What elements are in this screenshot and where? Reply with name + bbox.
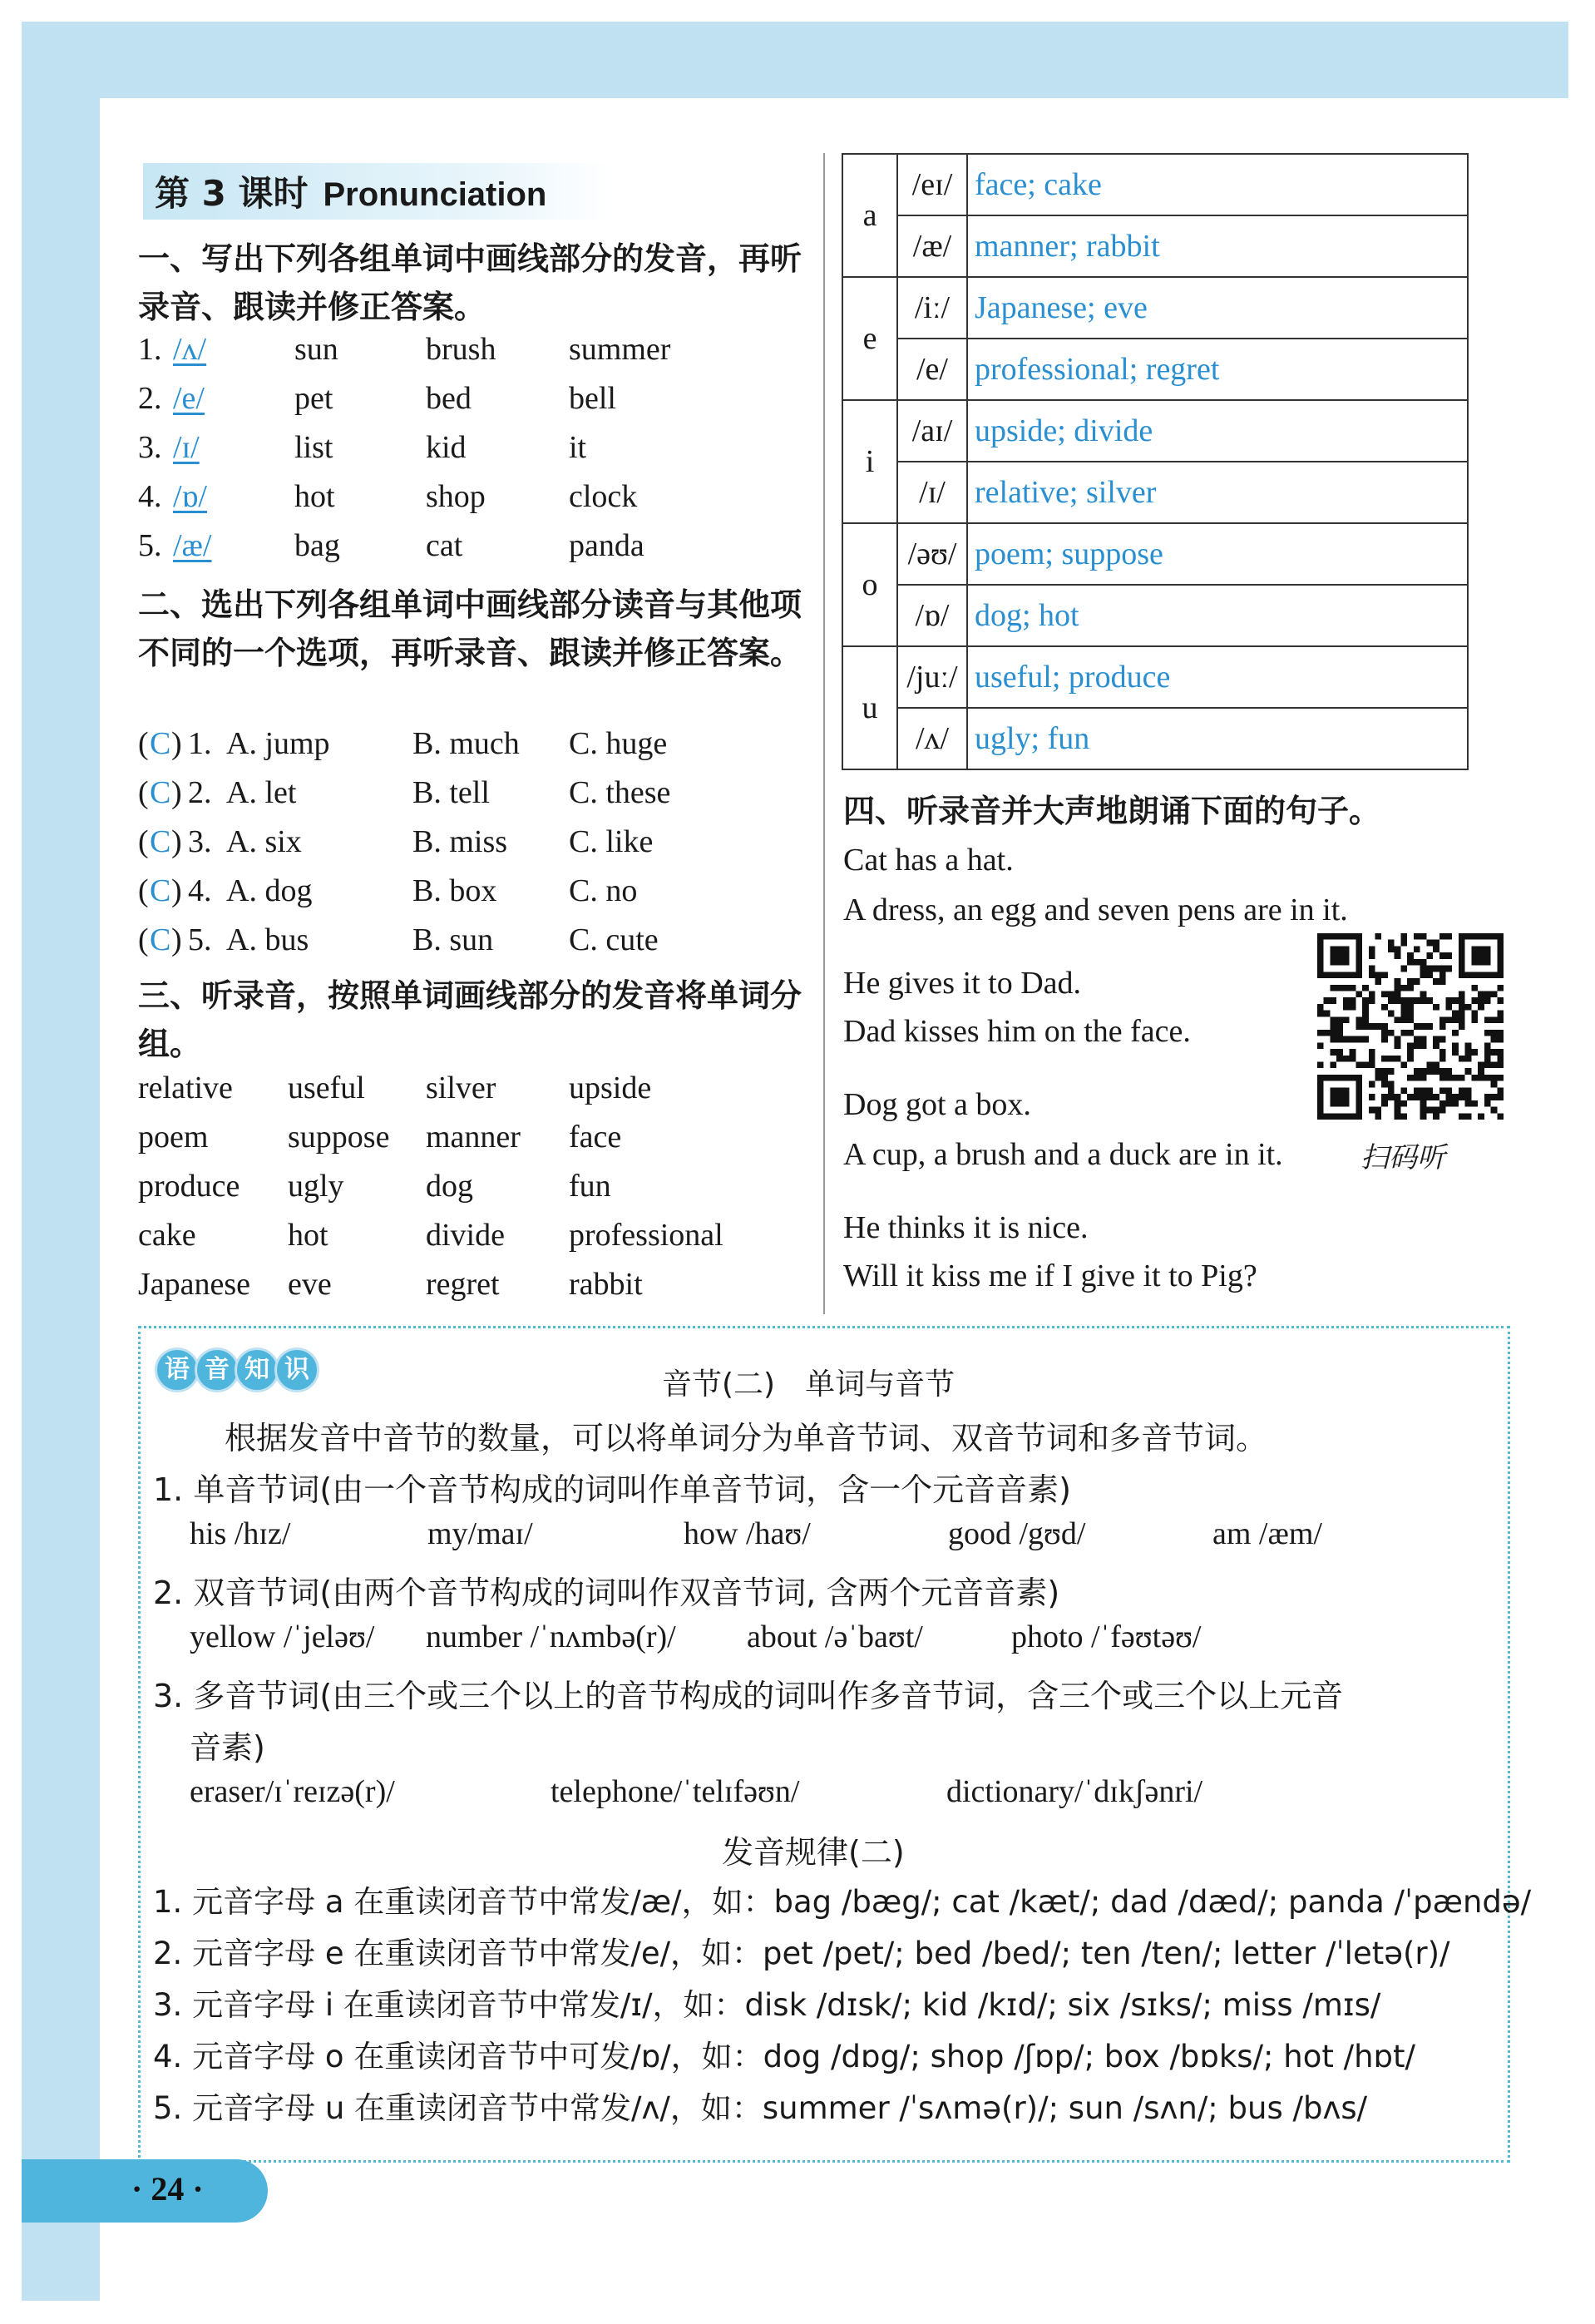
section3-row bbox=[138, 1168, 803, 1211]
knowledge-heading-1: 音节(二) 单词与音节 bbox=[662, 1367, 956, 1402]
word: eve bbox=[288, 1267, 332, 1302]
answer-choice: C bbox=[150, 775, 171, 810]
section1-row bbox=[138, 429, 803, 472]
vowel-letter: e bbox=[842, 277, 897, 400]
example-words: face; cake bbox=[967, 154, 1468, 215]
answer-choice: C bbox=[150, 824, 171, 859]
vowel-row bbox=[842, 708, 1468, 769]
section3-row bbox=[138, 1119, 803, 1162]
word: divide bbox=[426, 1218, 505, 1253]
vowel-row bbox=[842, 462, 1468, 523]
pronunciation-rule: 5. 元音字母 u 在重读闭音节中常发/ʌ/，如：summer /ˈsʌmə(r)/; sun /sʌn/; bus /bʌs/ bbox=[153, 2090, 1368, 2126]
answer-paren-close: ) bbox=[171, 873, 182, 908]
badge-char: 知 bbox=[235, 1347, 279, 1392]
answer-phoneme: /ɪ/ bbox=[173, 430, 200, 465]
vowel-letter: a bbox=[842, 154, 897, 277]
example-words: Japanese; eve bbox=[967, 277, 1468, 339]
section2-row bbox=[138, 823, 803, 867]
phoneme: /eɪ/ bbox=[897, 154, 967, 215]
vowel-row bbox=[842, 215, 1468, 277]
word: poem bbox=[138, 1120, 209, 1155]
answer-phoneme: /ʌ/ bbox=[173, 332, 207, 367]
word: cat bbox=[426, 528, 463, 563]
section1-row bbox=[138, 380, 803, 423]
option-c: C. no bbox=[569, 873, 638, 908]
option-c: C. these bbox=[569, 775, 671, 810]
badge-char: 语 bbox=[155, 1347, 200, 1392]
section1-row bbox=[138, 331, 803, 374]
answer-paren-close: ) bbox=[171, 726, 182, 761]
vowel-row bbox=[842, 277, 1468, 339]
word: professional bbox=[569, 1218, 723, 1253]
section3-row bbox=[138, 1266, 803, 1309]
word: bag bbox=[294, 528, 340, 563]
phonetic-word: am /æm/ bbox=[1212, 1516, 1322, 1551]
knowledge-intro: 根据发音中音节的数量，可以将单词分为单音节词、双音节词和多音节词。 bbox=[225, 1420, 1268, 1456]
word: hot bbox=[288, 1218, 328, 1253]
section2-row bbox=[138, 922, 803, 965]
word: rabbit bbox=[569, 1267, 643, 1302]
vowel-row bbox=[842, 339, 1468, 400]
answer-phoneme: /ɒ/ bbox=[173, 479, 207, 514]
word: it bbox=[569, 430, 587, 465]
phoneme: /aɪ/ bbox=[897, 400, 967, 462]
answer-choice: C bbox=[150, 726, 171, 761]
word: summer bbox=[569, 332, 671, 367]
knowledge-badge bbox=[155, 1347, 314, 1392]
vowel-row bbox=[842, 646, 1468, 708]
phoneme: /æ/ bbox=[897, 215, 967, 277]
section3-row bbox=[138, 1070, 803, 1113]
option-b: B. miss bbox=[412, 824, 508, 859]
example-words: manner; rabbit bbox=[967, 215, 1468, 277]
phonetic-word: photo /ˈfəʊtəʊ/ bbox=[1011, 1619, 1202, 1654]
section3-row bbox=[138, 1217, 803, 1260]
page-number: · 24 · bbox=[131, 2170, 204, 2208]
option-b: B. box bbox=[412, 873, 497, 908]
phoneme: /e/ bbox=[897, 339, 967, 400]
knowledge-heading-2: 发音规律(二) bbox=[722, 1834, 905, 1871]
badge-char: 音 bbox=[195, 1347, 239, 1392]
vowel-letter: o bbox=[842, 523, 897, 646]
word: relative bbox=[138, 1071, 233, 1105]
pronunciation-rule: 3. 元音字母 i 在重读闭音节中常发/ɪ/，如：disk /dɪsk/; kid /kɪd/; six /sɪks/; miss /mɪs/ bbox=[153, 1987, 1381, 2023]
answer-paren-close: ) bbox=[171, 922, 182, 957]
sentence: A dress, an egg and seven pens are in it. bbox=[843, 893, 1348, 927]
row-number: 5. bbox=[188, 922, 212, 957]
knowledge-item-1: 1. 单音节词(由一个音节构成的词叫作单音节词，含一个元音音素) bbox=[153, 1471, 1071, 1508]
word: suppose bbox=[288, 1120, 390, 1155]
row-number: 3. bbox=[188, 824, 212, 859]
row-number: 1. bbox=[188, 726, 212, 761]
phonetic-word: about /əˈbaʊt/ bbox=[747, 1619, 923, 1654]
option-b: B. sun bbox=[412, 922, 494, 957]
vowel-row bbox=[842, 154, 1468, 215]
answer-paren-open: ( bbox=[138, 873, 149, 908]
word: bed bbox=[426, 381, 472, 416]
word: shop bbox=[426, 479, 486, 514]
section2-row bbox=[138, 774, 803, 818]
section1-title: 一、写出下列各组单词中画线部分的发音，再听录音、跟读并修正答案。 bbox=[138, 240, 802, 325]
phonetic-word: his /hɪz/ bbox=[190, 1516, 291, 1551]
phonetic-word: yellow /ˈjeləʊ/ bbox=[190, 1619, 375, 1654]
phoneme: /juː/ bbox=[897, 646, 967, 708]
knowledge-item-3: 3. 多音节词(由三个或三个以上的音节构成的词叫作多音节词，含三个或三个以上元音 bbox=[153, 1678, 1344, 1714]
phonetic-word: how /haʊ/ bbox=[684, 1516, 811, 1551]
example-words: upside; divide bbox=[967, 400, 1468, 462]
lesson-topic: Pronunciation bbox=[323, 176, 547, 213]
answer-paren-open: ( bbox=[138, 775, 149, 810]
section4-title: 四、听录音并大声地朗诵下面的句子。 bbox=[843, 793, 1381, 829]
section3-title: 三、听录音，按照单词画线部分的发音将单词分组。 bbox=[138, 977, 802, 1062]
answer-paren-close: ) bbox=[171, 775, 182, 810]
word: list bbox=[294, 430, 333, 465]
word: panda bbox=[569, 528, 644, 563]
vowel-letter: i bbox=[842, 400, 897, 523]
row-number: 5. bbox=[138, 528, 162, 563]
option-c: C. like bbox=[569, 824, 654, 859]
vowel-table bbox=[842, 153, 1469, 770]
sentence: He thinks it is nice. bbox=[843, 1210, 1089, 1245]
word: hot bbox=[294, 479, 335, 514]
word: sun bbox=[294, 332, 338, 367]
option-a: A. let bbox=[226, 775, 297, 810]
word: produce bbox=[138, 1169, 240, 1204]
option-a: A. dog bbox=[226, 873, 313, 908]
phoneme: /əʊ/ bbox=[897, 523, 967, 585]
phoneme: /ɒ/ bbox=[897, 585, 967, 646]
phonetic-word: good /gʊd/ bbox=[948, 1516, 1086, 1551]
example-words: useful; produce bbox=[967, 646, 1468, 708]
word: regret bbox=[426, 1267, 500, 1302]
row-number: 1. bbox=[138, 332, 162, 367]
phoneme: /ʌ/ bbox=[897, 708, 967, 769]
option-a: A. jump bbox=[226, 726, 330, 761]
example-words: poem; suppose bbox=[967, 523, 1468, 585]
answer-choice: C bbox=[150, 922, 171, 957]
phonetic-word: dictionary/ˈdɪkʃənri/ bbox=[946, 1774, 1203, 1809]
answer-paren-close: ) bbox=[171, 824, 182, 859]
word: silver bbox=[426, 1071, 496, 1105]
phoneme: /ɪ/ bbox=[897, 462, 967, 523]
vowel-row bbox=[842, 400, 1468, 462]
pronunciation-rule: 1. 元音字母 a 在重读闭音节中常发/æ/，如：bag /bæg/; cat /kæt/; dad /dæd/; panda /ˈpændə/ bbox=[153, 1884, 1532, 1920]
section1-row bbox=[138, 478, 803, 522]
column-divider bbox=[823, 153, 825, 1314]
word: clock bbox=[569, 479, 638, 514]
section2-row bbox=[138, 725, 803, 769]
answer-paren-open: ( bbox=[138, 824, 149, 859]
vowel-letter: u bbox=[842, 646, 897, 769]
example-words: ugly; fun bbox=[967, 708, 1468, 769]
row-number: 4. bbox=[138, 479, 162, 514]
word: brush bbox=[426, 332, 496, 367]
row-number: 4. bbox=[188, 873, 212, 908]
word: cake bbox=[138, 1218, 196, 1253]
lesson-title bbox=[155, 166, 546, 216]
row-number: 3. bbox=[138, 430, 162, 465]
option-c: C. huge bbox=[569, 726, 668, 761]
vowel-row bbox=[842, 523, 1468, 585]
example-words: dog; hot bbox=[967, 585, 1468, 646]
qr-caption: 扫码听 bbox=[1360, 1141, 1445, 1174]
knowledge-item-2: 2. 双音节词(由两个音节构成的词叫作双音节词, 含两个元音音素) bbox=[153, 1575, 1060, 1611]
answer-phoneme: /e/ bbox=[173, 381, 205, 416]
answer-paren-open: ( bbox=[138, 922, 149, 957]
phonetic-word: number /ˈnʌmbə(r)/ bbox=[426, 1619, 676, 1654]
answer-paren-open: ( bbox=[138, 726, 149, 761]
word: useful bbox=[288, 1071, 365, 1105]
word: pet bbox=[294, 381, 333, 416]
option-b: B. tell bbox=[412, 775, 490, 810]
phonetic-word: my/maɪ/ bbox=[427, 1516, 533, 1551]
vowel-row bbox=[842, 585, 1468, 646]
phonetic-word: eraser/ɪˈreɪzə(r)/ bbox=[190, 1774, 395, 1809]
word: dog bbox=[426, 1169, 473, 1204]
sentence: Cat has a hat. bbox=[843, 843, 1014, 878]
sentence: Dog got a box. bbox=[843, 1087, 1031, 1122]
word: bell bbox=[569, 381, 616, 416]
sentence: A cup, a brush and a duck are in it. bbox=[843, 1137, 1283, 1172]
row-number: 2. bbox=[138, 381, 162, 416]
qr-code-icon[interactable] bbox=[1317, 933, 1504, 1120]
option-c: C. cute bbox=[569, 922, 659, 957]
badge-char: 识 bbox=[274, 1347, 319, 1392]
lesson-label: 第 3 课时 bbox=[155, 173, 309, 214]
word: upside bbox=[569, 1071, 652, 1105]
option-a: A. bus bbox=[226, 922, 309, 957]
phoneme: /iː/ bbox=[897, 277, 967, 339]
section2-row bbox=[138, 873, 803, 916]
example-words: professional; regret bbox=[967, 339, 1468, 400]
example-words: relative; silver bbox=[967, 462, 1468, 523]
word: fun bbox=[569, 1169, 611, 1204]
section1-row bbox=[138, 527, 803, 571]
option-b: B. much bbox=[412, 726, 520, 761]
word: face bbox=[569, 1120, 622, 1155]
sentence: Will it kiss me if I give it to Pig? bbox=[843, 1258, 1257, 1293]
row-number: 2. bbox=[188, 775, 212, 810]
word: kid bbox=[426, 430, 467, 465]
word: ugly bbox=[288, 1169, 344, 1204]
pronunciation-rule: 4. 元音字母 o 在重读闭音节中可发/ɒ/，如：dog /dɒg/; shop /ʃɒp/; box /bɒks/; hot /hɒt/ bbox=[153, 2039, 1416, 2074]
word: Japanese bbox=[138, 1267, 251, 1302]
sentence: Dad kisses him on the face. bbox=[843, 1014, 1191, 1049]
knowledge-item-3-cont: 音素) bbox=[190, 1729, 265, 1766]
word: manner bbox=[426, 1120, 521, 1155]
option-a: A. six bbox=[226, 824, 302, 859]
section2-title: 二、选出下列各组单词中画线部分读音与其他项不同的一个选项，再听录音、跟读并修正答案。 bbox=[138, 586, 802, 671]
page-top-band bbox=[22, 22, 1568, 98]
pronunciation-rule: 2. 元音字母 e 在重读闭音节中常发/e/，如：pet /pet/; bed /bed/; ten /ten/; letter /ˈletə(r)/ bbox=[153, 1936, 1450, 1971]
answer-choice: C bbox=[150, 873, 171, 908]
sentence: He gives it to Dad. bbox=[843, 966, 1082, 1001]
phonetic-word: telephone/ˈtelɪfəʊn/ bbox=[551, 1774, 800, 1809]
page-left-band bbox=[22, 22, 100, 2301]
answer-phoneme: /æ/ bbox=[173, 528, 212, 563]
